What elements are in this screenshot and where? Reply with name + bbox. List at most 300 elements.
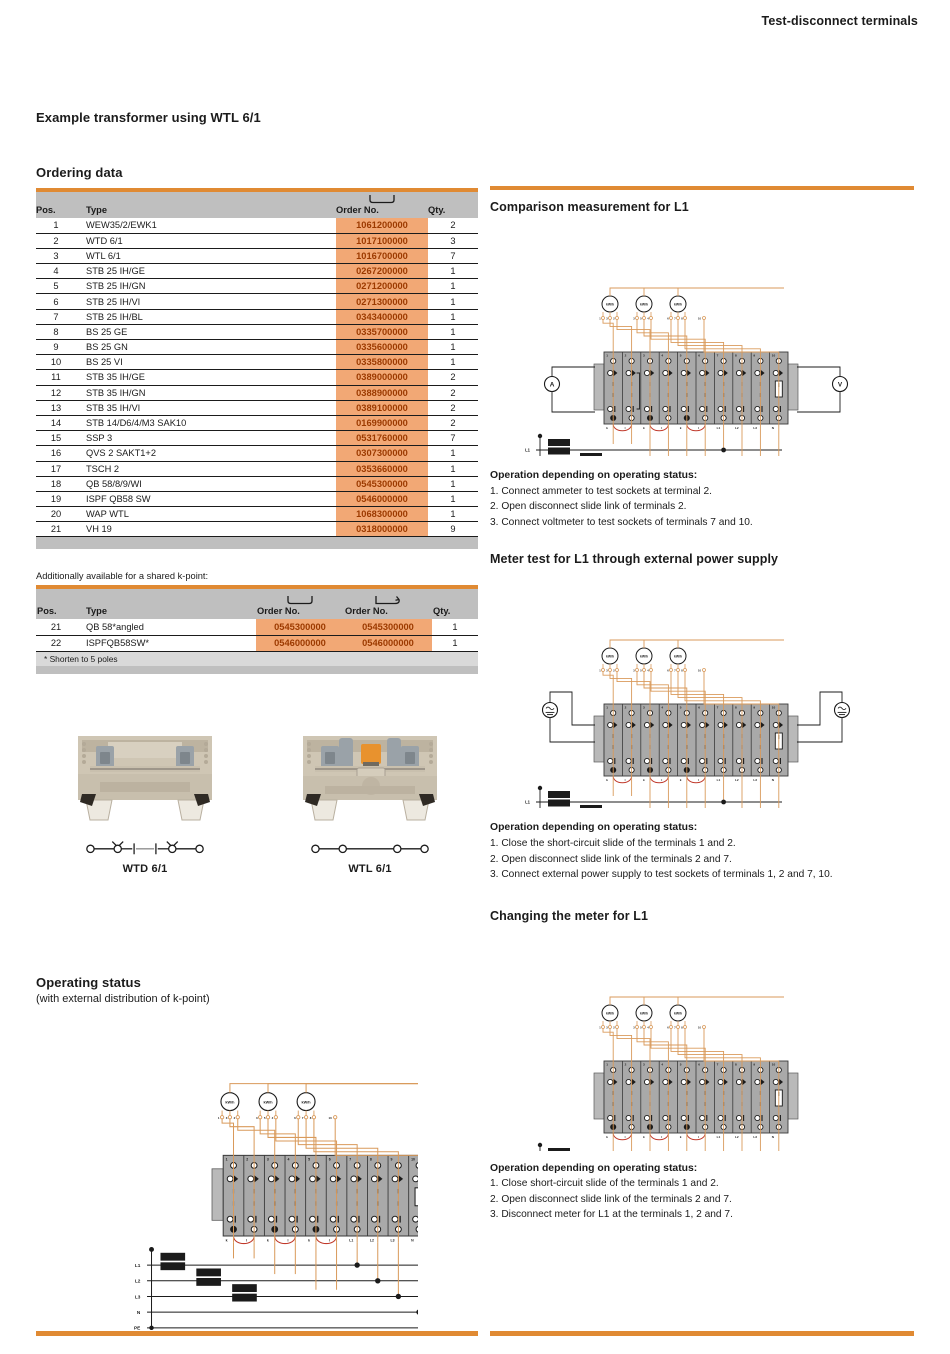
- cell-pos: 16: [50, 448, 62, 459]
- cell-type: ISPF QB58 SW: [86, 493, 151, 504]
- section-title-1: Comparison measurement for L1: [490, 200, 689, 214]
- table-row: [36, 635, 478, 651]
- svg-text:l: l: [287, 1238, 289, 1243]
- svg-text:3: 3: [255, 1115, 258, 1120]
- cell-type: TSCH 2: [86, 463, 120, 474]
- svg-text:k: k: [225, 1238, 228, 1243]
- svg-text:4: 4: [647, 669, 649, 673]
- svg-text:7: 7: [674, 1026, 676, 1030]
- svg-text:10: 10: [698, 1026, 701, 1030]
- svg-text:kW/h: kW/h: [263, 1100, 273, 1105]
- svg-text:7: 7: [349, 1157, 352, 1162]
- svg-text:4: 4: [661, 1062, 664, 1067]
- svg-text:kW/h: kW/h: [639, 1011, 649, 1016]
- svg-text:N: N: [411, 1238, 414, 1243]
- svg-text:4: 4: [271, 1115, 274, 1120]
- connector-glyph-2: [257, 595, 343, 606]
- svg-text:1: 1: [599, 669, 601, 673]
- col-order-no: Order No.: [336, 192, 428, 218]
- op-step: 3. Connect external power supply to test sockets of terminals 1, 2 and 7, 10.: [490, 869, 833, 881]
- svg-text:kW/h: kW/h: [639, 302, 649, 307]
- svg-text:L2: L2: [735, 425, 739, 430]
- svg-text:L3: L3: [390, 1238, 395, 1243]
- op-step: 3. Disconnect meter for L1 at the terminals 1, 2 and 7.: [490, 1209, 733, 1221]
- cell-order-2: 0546000000: [344, 635, 432, 651]
- diagram-meter-test: [490, 576, 914, 808]
- svg-text:2: 2: [613, 1026, 615, 1030]
- cell-qty: 2: [450, 220, 456, 231]
- cell-type: WTL 6/1: [86, 250, 121, 261]
- svg-text:l: l: [661, 425, 663, 430]
- cell-qty: 3: [450, 235, 456, 246]
- table-row: [36, 324, 478, 339]
- svg-text:L2: L2: [134, 1278, 141, 1284]
- left-column: [36, 110, 478, 674]
- cell-qty: 7: [450, 433, 456, 444]
- kcol-order-2: Order No.: [344, 589, 432, 619]
- svg-text:3: 3: [633, 669, 635, 673]
- svg-text:5: 5: [640, 669, 642, 673]
- cell-order: 1061200000: [336, 218, 428, 233]
- connector-glyph-3: [345, 595, 431, 606]
- kpoint-table-head: [36, 589, 478, 619]
- svg-text:7: 7: [674, 669, 676, 673]
- op-step: 1. Close the short-circuit slide of the terminals 1 and 2.: [490, 838, 736, 850]
- svg-text:kW/h: kW/h: [301, 1100, 311, 1105]
- svg-text:N: N: [771, 425, 775, 430]
- cell-pos: 4: [53, 266, 59, 277]
- cell-order: 0545300000: [336, 476, 428, 491]
- cell-qty: 1: [450, 448, 456, 459]
- svg-text:2: 2: [613, 317, 615, 321]
- svg-text:3: 3: [643, 705, 645, 710]
- cell-order: 1068300000: [336, 507, 428, 522]
- svg-text:10: 10: [771, 705, 776, 710]
- svg-text:10: 10: [771, 1062, 776, 1067]
- kcol-pos: Pos.: [37, 606, 57, 617]
- svg-text:kW/h: kW/h: [605, 654, 615, 659]
- svg-text:7: 7: [716, 705, 719, 710]
- cell-type: STB 35 IH/GE: [86, 372, 145, 383]
- cell-type: SSP 3: [86, 433, 113, 444]
- cell-type: STB 14/D6/4/M3 SAK10: [86, 418, 187, 429]
- svg-text:6: 6: [667, 317, 669, 321]
- svg-text:k: k: [679, 778, 682, 783]
- table-row: [36, 446, 478, 461]
- svg-text:k: k: [606, 778, 608, 783]
- svg-text:6: 6: [667, 669, 669, 673]
- operating-status-diagram: [118, 1020, 418, 1330]
- cell-pos: 19: [50, 493, 62, 504]
- cell-pos: 6: [53, 296, 59, 307]
- svg-text:10: 10: [411, 1157, 415, 1162]
- svg-text:L1: L1: [716, 1134, 721, 1139]
- svg-text:2: 2: [624, 705, 627, 710]
- svg-text:L3: L3: [753, 425, 758, 430]
- cell-pos: 3: [53, 250, 59, 261]
- svg-text:7: 7: [716, 1062, 719, 1067]
- svg-text:1: 1: [599, 317, 601, 321]
- svg-text:9: 9: [753, 705, 756, 710]
- cell-pos: 13: [50, 402, 62, 413]
- cell-order: 0318000000: [336, 522, 428, 537]
- svg-text:6: 6: [294, 1115, 296, 1120]
- svg-text:k: k: [679, 1134, 682, 1139]
- svg-text:5: 5: [640, 317, 642, 321]
- cell-order-1: 0545300000: [256, 619, 344, 635]
- svg-text:4: 4: [661, 353, 664, 358]
- product-photos: [36, 722, 478, 902]
- operating-status-block: [36, 975, 478, 1005]
- operation-steps-1: [490, 468, 914, 530]
- cell-type: BS 25 GN: [86, 342, 128, 353]
- svg-text:3: 3: [606, 1026, 608, 1030]
- svg-text:kW/h: kW/h: [225, 1100, 235, 1105]
- wtd-symbol: [75, 837, 215, 857]
- cell-qty: 1: [450, 357, 456, 368]
- table-row: [36, 415, 478, 430]
- table-row: [36, 431, 478, 446]
- svg-text:7: 7: [301, 1115, 304, 1120]
- col-type: Type: [86, 205, 108, 215]
- cell-type: STB 25 IH/GE: [86, 266, 145, 277]
- svg-text:5: 5: [679, 1062, 682, 1067]
- cell-qty: 1: [450, 296, 456, 307]
- table-row: [36, 461, 478, 476]
- svg-text:k: k: [643, 425, 645, 430]
- cell-type: QVS 2 SAKT1+2: [86, 448, 157, 459]
- table-header-row: [36, 192, 478, 218]
- cell-pos: 11: [51, 372, 61, 383]
- section-changing-meter: [490, 909, 914, 1223]
- svg-text:5: 5: [308, 1157, 311, 1162]
- col-pos: Pos.: [36, 205, 56, 215]
- cell-qty: 1: [452, 638, 458, 649]
- svg-text:L1: L1: [716, 425, 721, 430]
- photo-caption-wtl: WTL 6/1: [348, 863, 392, 875]
- op-title-2: Operation depending on operating status:: [490, 822, 698, 834]
- svg-text:4: 4: [647, 317, 649, 321]
- cell-order: 0353660000: [336, 461, 428, 476]
- op-step: 3. Connect voltmeter to test sockets of terminals 7 and 10.: [490, 516, 753, 528]
- cell-type: QB 58*angled: [86, 622, 144, 633]
- svg-text:1: 1: [606, 353, 608, 358]
- svg-text:k: k: [606, 1134, 608, 1139]
- svg-text:3: 3: [633, 1026, 635, 1030]
- svg-text:k: k: [643, 1134, 645, 1139]
- svg-text:A: A: [549, 381, 555, 389]
- cell-order: 0271300000: [336, 294, 428, 309]
- cell-type: STB 25 IH/GN: [86, 281, 146, 292]
- cell-qty: 2: [450, 418, 456, 429]
- cell-pos: 2: [53, 235, 59, 246]
- operating-status-title: Operating status: [36, 975, 141, 990]
- svg-text:1: 1: [606, 705, 608, 710]
- svg-text:5: 5: [263, 1115, 266, 1120]
- diagram-changing-meter: [490, 933, 914, 1151]
- wtl-terminal-image: [285, 722, 455, 827]
- ordering-table-head: [36, 192, 478, 218]
- svg-text:N: N: [771, 1134, 775, 1139]
- svg-text:l: l: [698, 425, 700, 430]
- cell-type: WTD 6/1: [86, 235, 123, 246]
- connector-glyph-1: [336, 194, 428, 205]
- cell-type: STB 25 IH/BL: [86, 311, 143, 322]
- operation-steps-3: [490, 1161, 914, 1223]
- cell-pos: 7: [53, 311, 59, 322]
- table-row: [36, 248, 478, 263]
- op-step: 2. Open disconnect slide link of terminals 2.: [490, 501, 687, 513]
- svg-text:1: 1: [225, 1157, 228, 1162]
- cell-pos: 10: [50, 357, 62, 368]
- svg-text:V: V: [837, 381, 843, 389]
- svg-text:l: l: [624, 1134, 626, 1139]
- table-row: [36, 491, 478, 506]
- svg-text:k: k: [308, 1238, 311, 1243]
- svg-text:L2: L2: [735, 1134, 739, 1139]
- svg-text:k: k: [643, 778, 645, 783]
- photo-wtd: [60, 722, 230, 875]
- svg-text:2: 2: [624, 1062, 627, 1067]
- cell-order: 0531760000: [336, 431, 428, 446]
- cell-order: 0335600000: [336, 340, 428, 355]
- svg-text:kW/h: kW/h: [673, 1011, 683, 1016]
- svg-text:8: 8: [369, 1157, 372, 1162]
- svg-text:8: 8: [735, 705, 737, 710]
- page-title: Test-disconnect terminals: [761, 14, 918, 28]
- table-row: [36, 279, 478, 294]
- svg-text:k: k: [679, 425, 682, 430]
- svg-text:l: l: [698, 1134, 700, 1139]
- cell-qty: 9: [450, 524, 456, 535]
- footer-rule-left: [36, 1331, 478, 1336]
- svg-text:L2: L2: [735, 778, 739, 783]
- svg-text:L2: L2: [369, 1238, 374, 1243]
- cell-pos: 9: [53, 342, 59, 353]
- cell-order: 0335800000: [336, 355, 428, 370]
- svg-text:7: 7: [716, 353, 719, 358]
- svg-text:PE: PE: [134, 1325, 141, 1330]
- cell-order: 0389000000: [336, 370, 428, 385]
- svg-text:8: 8: [309, 1115, 312, 1120]
- table-row: [36, 385, 478, 400]
- kcol-type: Type: [86, 606, 108, 617]
- svg-text:3: 3: [606, 317, 608, 321]
- svg-text:8: 8: [681, 1026, 683, 1030]
- cell-qty: 1: [450, 478, 456, 489]
- svg-text:1: 1: [606, 1062, 608, 1067]
- table-row: [36, 507, 478, 522]
- section-comparison-measurement: [490, 186, 914, 530]
- table-row: [36, 476, 478, 491]
- svg-text:N: N: [771, 778, 775, 783]
- kpoint-intro: Additionally available for a shared k-point:: [36, 571, 209, 582]
- cell-order: 0267200000: [336, 264, 428, 279]
- svg-text:2: 2: [233, 1115, 236, 1120]
- cell-qty: 1: [450, 281, 456, 292]
- cell-order: 1016700000: [336, 248, 428, 263]
- op-step: 2. Open disconnect slide link of the terminals 2 and 7.: [490, 853, 732, 865]
- svg-text:10: 10: [698, 669, 701, 673]
- svg-text:4: 4: [287, 1157, 290, 1162]
- cell-qty: 1: [450, 509, 456, 520]
- svg-text:8: 8: [735, 353, 737, 358]
- svg-text:2: 2: [613, 669, 615, 673]
- cell-order: 0307300000: [336, 446, 428, 461]
- svg-text:3: 3: [633, 317, 635, 321]
- cell-type: BS 25 GE: [86, 326, 128, 337]
- wtd-terminal-image: [60, 722, 230, 827]
- svg-text:1: 1: [599, 1026, 601, 1030]
- svg-text:L1: L1: [525, 447, 530, 453]
- photo-wtl: [285, 722, 455, 875]
- table-row: [36, 619, 478, 635]
- cell-pos: 20: [50, 509, 62, 520]
- svg-text:l: l: [698, 778, 700, 783]
- svg-text:l: l: [624, 425, 626, 430]
- svg-text:8: 8: [681, 317, 683, 321]
- svg-text:10: 10: [771, 353, 776, 358]
- table-row: [36, 355, 478, 370]
- cell-qty: 2: [450, 372, 456, 383]
- section-meter-test: [490, 552, 914, 882]
- cell-pos: 18: [50, 478, 62, 489]
- ordering-data-title: Ordering data: [36, 165, 123, 180]
- svg-text:l: l: [246, 1238, 248, 1243]
- svg-text:6: 6: [698, 353, 700, 358]
- cell-type: ISPFQB58SW*: [86, 638, 150, 649]
- kpoint-header-row: [36, 589, 478, 619]
- svg-text:l: l: [624, 778, 626, 783]
- svg-text:kW/h: kW/h: [605, 302, 615, 307]
- svg-text:k: k: [266, 1238, 269, 1243]
- right-column: [490, 186, 914, 1223]
- cell-type: VH 19: [86, 524, 112, 535]
- table-row: [36, 309, 478, 324]
- kpoint-footnote: * Shorten to 5 poles: [36, 652, 478, 666]
- svg-text:6: 6: [328, 1157, 331, 1162]
- cell-pos: 21: [50, 524, 62, 535]
- cell-qty: 1: [450, 311, 456, 322]
- cell-order: 0343400000: [336, 309, 428, 324]
- cell-pos: 15: [50, 433, 62, 444]
- ordering-table-body: [36, 218, 478, 537]
- svg-text:5: 5: [640, 1026, 642, 1030]
- svg-text:2: 2: [624, 353, 627, 358]
- cell-order: 0271200000: [336, 279, 428, 294]
- svg-text:l: l: [661, 1134, 663, 1139]
- cell-type: WAP WTL: [86, 509, 129, 520]
- svg-text:kW/h: kW/h: [673, 302, 683, 307]
- svg-text:L1: L1: [525, 799, 530, 805]
- svg-text:4: 4: [661, 705, 664, 710]
- cell-order: 0389100000: [336, 400, 428, 415]
- svg-text:2: 2: [246, 1157, 249, 1162]
- svg-text:8: 8: [681, 669, 683, 673]
- op-step: 1. Close short-circuit slide of the terminals 1 and 2.: [490, 1178, 719, 1190]
- cell-order: 0169900000: [336, 415, 428, 430]
- cell-type: WEW35/2/EWK1: [86, 220, 157, 231]
- table-bottom-band: [36, 537, 478, 549]
- cell-qty: 1: [450, 266, 456, 277]
- cell-order: 0388900000: [336, 385, 428, 400]
- svg-text:6: 6: [698, 705, 700, 710]
- kpoint-table-body: [36, 619, 478, 651]
- cell-qty: 1: [450, 493, 456, 504]
- svg-text:L1: L1: [716, 778, 721, 783]
- svg-text:3: 3: [643, 1062, 645, 1067]
- cell-type: STB 35 IH/VI: [86, 402, 141, 413]
- table-row: [36, 218, 478, 233]
- svg-text:7: 7: [674, 317, 676, 321]
- svg-text:k: k: [606, 425, 608, 430]
- svg-text:6: 6: [698, 1062, 700, 1067]
- wtl-symbol: [300, 837, 440, 857]
- op-step: 2. Open disconnect slide link of the terminals 2 and 7.: [490, 1193, 732, 1205]
- svg-text:6: 6: [667, 1026, 669, 1030]
- cell-qty: 1: [450, 463, 456, 474]
- cell-type: QB 58/8/9/WI: [86, 478, 142, 489]
- table-row: [36, 264, 478, 279]
- svg-text:l: l: [661, 778, 663, 783]
- footer-rule-right: [490, 1331, 914, 1336]
- section-title-2: Meter test for L1 through external power supply: [490, 552, 779, 567]
- svg-text:L3: L3: [753, 1134, 758, 1139]
- svg-text:3: 3: [643, 353, 645, 358]
- cell-pos: 8: [53, 326, 59, 337]
- svg-text:3: 3: [606, 669, 608, 673]
- cell-order-2: 0545300000: [344, 619, 432, 635]
- section-rule-1: [490, 186, 914, 190]
- cell-qty: 2: [450, 387, 456, 398]
- cell-qty: 1: [450, 326, 456, 337]
- svg-text:L1: L1: [349, 1238, 354, 1243]
- svg-text:1: 1: [217, 1115, 220, 1120]
- table-row: [36, 370, 478, 385]
- photo-caption-wtd: WTD 6/1: [122, 863, 168, 875]
- example-title: Example transformer using WTL 6/1: [36, 110, 261, 125]
- svg-text:4: 4: [647, 1026, 649, 1030]
- table-row: [36, 400, 478, 415]
- ordering-table-wrap: [36, 188, 478, 549]
- table-row: [36, 522, 478, 537]
- col-qty: Qty.: [428, 205, 446, 215]
- svg-text:3: 3: [225, 1115, 228, 1120]
- cell-type: BS 25 VI: [86, 357, 123, 368]
- svg-text:9: 9: [390, 1157, 393, 1162]
- svg-text:8: 8: [735, 1062, 737, 1067]
- cell-order: 0335700000: [336, 324, 428, 339]
- terminal-wiring-schematic-large: [118, 1020, 418, 1330]
- table-row: [36, 294, 478, 309]
- kpoint-table-wrap: [36, 585, 478, 674]
- kcol-qty: Qty.: [433, 606, 451, 617]
- svg-text:kW/h: kW/h: [605, 1011, 615, 1016]
- cell-pos: 21: [50, 622, 62, 633]
- svg-text:L3: L3: [134, 1294, 141, 1300]
- svg-text:kW/h: kW/h: [673, 654, 683, 659]
- cell-pos: 17: [50, 463, 62, 474]
- svg-text:L1: L1: [134, 1262, 141, 1268]
- section-title-3: Changing the meter for L1: [490, 908, 649, 923]
- cell-pos: 14: [50, 418, 62, 429]
- svg-text:5: 5: [679, 353, 682, 358]
- svg-text:9: 9: [753, 353, 756, 358]
- cell-type: STB 35 IH/GN: [86, 387, 146, 398]
- cell-order: 0546000000: [336, 491, 428, 506]
- kpoint-table: [36, 589, 478, 652]
- cell-qty: 7: [450, 250, 456, 261]
